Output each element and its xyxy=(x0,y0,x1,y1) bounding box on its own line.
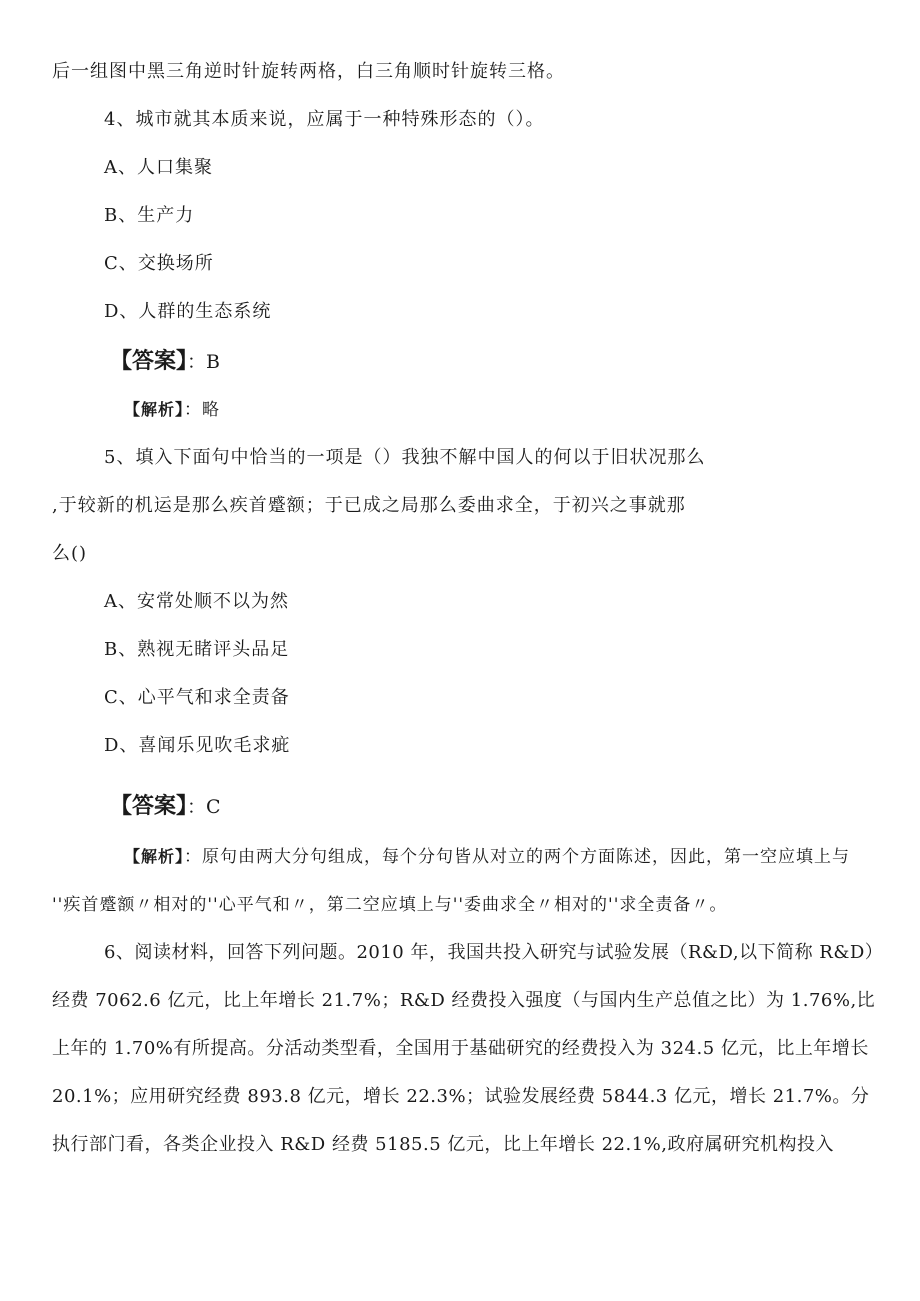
question-6-material-line-4: 20.1%；应用研究经费 893.8 亿元，增长 22.3%；试验发展经费 5844.3 亿元，增长 21.7%。分 xyxy=(52,1086,870,1107)
question-4-option-b: B、生产力 xyxy=(104,205,195,226)
answer-label: 【答案】 xyxy=(110,349,188,374)
question-5-option-a: A、安常处顺不以为然 xyxy=(104,591,289,612)
question-6-material-line-5: 执行部门看，各类企业投入 R&D 经费 5185.5 亿元，比上年增长 22.1%,政府属研究机构投入 xyxy=(52,1134,834,1155)
question-5-answer xyxy=(110,795,221,819)
analysis-text: ：略 xyxy=(184,400,221,420)
analysis-label: 【解析】 xyxy=(124,847,185,866)
question-5-option-d: D、喜闻乐见吹毛求疵 xyxy=(104,735,291,756)
question-5-stem-line-3: 么() xyxy=(52,543,88,564)
answer-value: ：B xyxy=(187,351,220,373)
analysis-text: ：原句由两大分句组成，每个分句皆从对立的两个方面陈述，因此，第一空应填上与 xyxy=(184,847,851,867)
question-5-stem-line-2: ,于较新的机运是那么疾首蹙额；于已成之局那么委曲求全，于初兴之事就那 xyxy=(52,495,686,516)
question-4-answer xyxy=(110,350,220,374)
question-6-material-line-1: 6、阅读材料，回答下列问题。2010 年，我国共投入研究与试验发展（R&D,以下简称 R&D） xyxy=(104,942,884,963)
question-4-option-c: C、交换场所 xyxy=(104,253,214,274)
question-6-material-line-3: 上年的 1.70%有所提高。分活动类型看，全国用于基础研究的经费投入为 324.5 亿元，比上年增长 xyxy=(52,1038,869,1059)
previous-analysis-tail: 后一组图中黑三角逆时针旋转两格，白三角顺时针旋转三格。 xyxy=(52,61,565,82)
question-6-material-line-2: 经费 7062.6 亿元，比上年增长 21.7%；R&D 经费投入强度（与国内生产总值之比）为 1.76%,比 xyxy=(52,990,876,1011)
question-5-option-b: B、熟视无睹评头品足 xyxy=(104,639,290,660)
question-4-analysis xyxy=(124,398,220,422)
analysis-label: 【解析】 xyxy=(124,400,185,419)
question-5-analysis-line-2: ''疾首蹙额〃相对的''心平气和〃，第二空应填上与''委曲求全〃相对的''求全责备〃。 xyxy=(52,895,728,915)
question-5-option-c: C、心平气和求全责备 xyxy=(104,687,290,708)
question-4-option-a: A、人口集聚 xyxy=(104,157,213,178)
question-5-stem-line-1: 5、填入下面句中恰当的一项是（）我独不解中国人的何以于旧状况那么 xyxy=(104,447,706,468)
question-4-option-d: D、人群的生态系统 xyxy=(104,301,272,322)
answer-label: 【答案】 xyxy=(110,794,188,819)
question-5-analysis-line-1 xyxy=(124,845,850,869)
question-4-stem: 4、城市就其本质来说，应属于一种特殊形态的（）。 xyxy=(104,109,545,130)
answer-value: ：C xyxy=(187,796,221,818)
